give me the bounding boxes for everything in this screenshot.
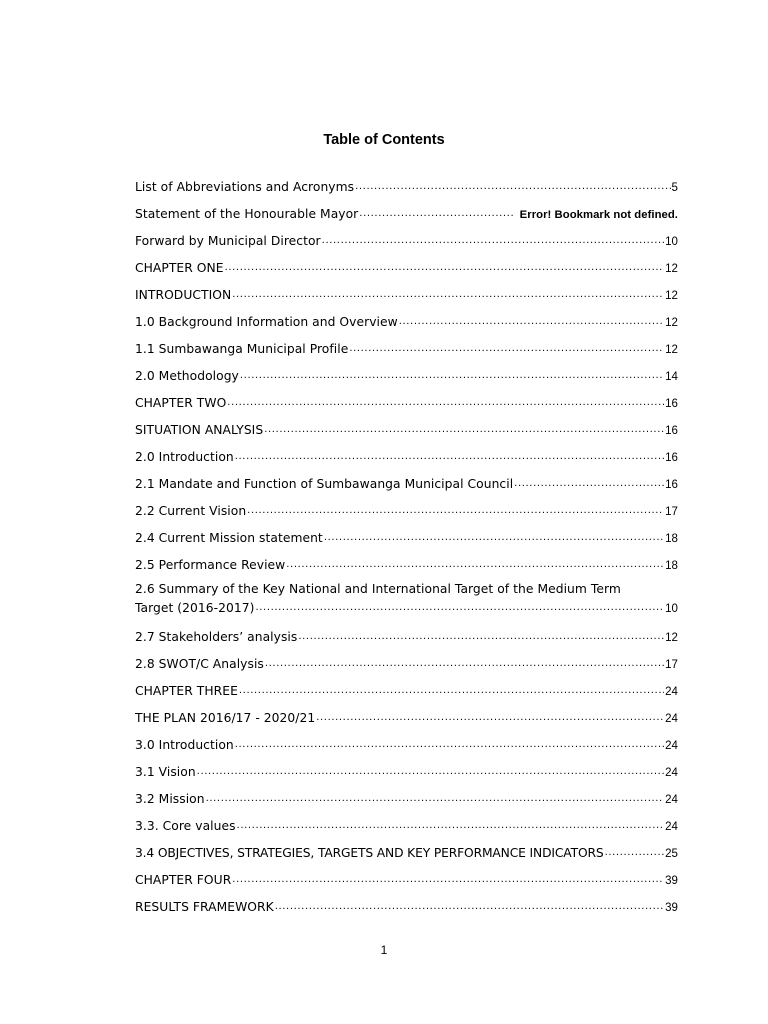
toc-entry-forward[interactable] (135, 222, 678, 249)
page-number: 1 (380, 943, 388, 957)
toc-entry-the-plan[interactable] (135, 699, 678, 726)
toc-entry-label: 3.2 Mission (135, 792, 205, 806)
toc-entry-introduction-3[interactable] (135, 726, 678, 753)
toc-entry-label: CHAPTER FOUR (135, 873, 232, 887)
dot-leader (275, 900, 664, 913)
toc-entry-page: 18 (665, 560, 678, 572)
dot-leader (227, 396, 664, 409)
toc-entry-page: 5 (671, 182, 678, 194)
toc-entry-mission[interactable] (135, 780, 678, 807)
toc-entry-chapter-three[interactable] (135, 672, 678, 699)
dot-leader (206, 792, 665, 805)
dot-leader (240, 369, 664, 382)
toc-entry-label: THE PLAN 2016/17 - 2020/21 (135, 711, 316, 725)
toc-entry-label: List of Abbreviations and Acronyms (135, 180, 355, 194)
dot-leader (316, 711, 664, 724)
dot-leader (298, 630, 664, 643)
toc-entry-page: 24 (665, 821, 678, 833)
toc-entry-swot[interactable] (135, 645, 678, 672)
dot-leader (197, 765, 664, 778)
toc-entry-page: 12 (665, 263, 678, 275)
dot-leader (235, 450, 664, 463)
toc-entry-page: 39 (665, 875, 678, 887)
dot-leader (324, 531, 664, 544)
toc-entry-page: 24 (665, 686, 678, 698)
toc-entry-introduction[interactable] (135, 276, 678, 303)
dot-leader (355, 180, 670, 193)
toc-entry-page: 10 (665, 603, 678, 615)
toc-entry-label: INTRODUCTION (135, 288, 232, 302)
toc-entry-label: 2.5 Performance Review (135, 558, 286, 572)
toc-entry-page: 24 (665, 794, 678, 806)
toc-entry-label: CHAPTER THREE (135, 684, 238, 698)
toc-entry-page: 24 (665, 767, 678, 779)
toc-entry-label: 2.8 SWOT/C Analysis (135, 657, 264, 671)
toc-entry-label: 2.1 Mandate and Function of Sumbawanga Municipal Council (135, 477, 514, 491)
toc-title: Table of Contents (323, 132, 445, 148)
toc-entry-label: 3.1 Vision (135, 765, 196, 779)
toc-entry-label: 1.0 Background Information and Overview (135, 315, 398, 329)
toc-entry-situation-analysis[interactable] (135, 411, 678, 438)
toc-entry-page: 16 (665, 398, 678, 410)
toc-entry-core-values[interactable] (135, 807, 678, 834)
toc-entry-page: 18 (665, 533, 678, 545)
toc-entry-chapter-one[interactable] (135, 249, 678, 276)
toc-entry-page: 24 (665, 740, 678, 752)
toc-entry-label: 1.1 Sumbawanga Municipal Profile (135, 342, 349, 356)
toc-entry-page: 12 (665, 344, 678, 356)
bookmark-error-text: Error! Bookmark not defined. (519, 209, 678, 221)
toc-entry-label: Statement of the Honourable Mayor (135, 207, 359, 221)
dot-leader (255, 601, 664, 614)
toc-entry-key-targets[interactable] (135, 573, 678, 618)
toc-entry-page: 17 (665, 506, 678, 518)
toc-entry-page: 10 (665, 236, 678, 248)
toc-entry-performance-review[interactable] (135, 546, 678, 573)
toc-entry-page: 12 (665, 290, 678, 302)
toc-entry-page: 17 (665, 659, 678, 671)
toc-entry-label: 2.0 Introduction (135, 450, 234, 464)
toc-entry-mayor-statement[interactable] (135, 195, 678, 222)
dot-leader (247, 504, 664, 517)
dot-leader (232, 873, 664, 886)
toc-entry-line2 (135, 598, 678, 616)
toc-entry-chapter-four[interactable] (135, 861, 678, 888)
toc-entry-label: 2.2 Current Vision (135, 504, 247, 518)
dot-leader (225, 261, 665, 274)
toc-entry-label: 3.0 Introduction (135, 738, 234, 752)
toc-entry-background[interactable] (135, 303, 678, 330)
table-of-contents (135, 168, 678, 915)
dot-leader (514, 477, 664, 490)
toc-entry-label: CHAPTER ONE (135, 261, 224, 275)
toc-entry-label: Forward by Municipal Director (135, 234, 321, 248)
toc-entry-municipal-profile[interactable] (135, 330, 678, 357)
toc-entry-page: 39 (665, 902, 678, 914)
toc-entry-introduction-2[interactable] (135, 438, 678, 465)
dot-leader (264, 423, 664, 436)
toc-entry-page: 24 (665, 713, 678, 725)
toc-entry-page: 25 (665, 848, 678, 860)
toc-entry-mandate[interactable] (135, 465, 678, 492)
toc-entry-label: 3.3. Core values (135, 819, 236, 833)
toc-entry-page: 16 (665, 425, 678, 437)
toc-entry-page: 14 (665, 371, 678, 383)
dot-leader (399, 315, 664, 328)
dot-leader (235, 738, 664, 751)
dot-leader (265, 657, 664, 670)
dot-leader (232, 288, 664, 301)
dot-leader (237, 819, 665, 832)
toc-entry-label-continued: Target (2016-2017) (135, 601, 255, 615)
dot-leader (349, 342, 664, 355)
toc-entry-label: 2.4 Current Mission statement (135, 531, 323, 545)
toc-entry-label: RESULTS FRAMEWORK (135, 900, 274, 914)
toc-entry-label: 2.0 Methodology (135, 369, 239, 383)
toc-entry-label: 2.6 Summary of the Key National and International Target of the Medium Term (135, 582, 621, 596)
toc-entry-mission-statement[interactable] (135, 519, 678, 546)
dot-leader (322, 234, 664, 247)
toc-entry-page: 16 (665, 452, 678, 464)
toc-entry-stakeholders[interactable] (135, 618, 678, 645)
toc-entry-current-vision[interactable] (135, 492, 678, 519)
dot-leader (286, 558, 664, 571)
toc-entry-vision[interactable] (135, 753, 678, 780)
toc-entry-objectives[interactable] (135, 834, 678, 861)
toc-entry-results-framework[interactable] (135, 888, 678, 915)
dot-leader (605, 846, 665, 859)
toc-entry-page: 12 (665, 317, 678, 329)
toc-entry-label: SITUATION ANALYSIS (135, 423, 264, 437)
toc-entry-label: CHAPTER TWO (135, 396, 227, 410)
toc-entry-label: 3.4 OBJECTIVES, STRATEGIES, TARGETS AND KEY PERFORMANCE INDICATORS (135, 846, 604, 860)
toc-entry-chapter-two[interactable] (135, 384, 678, 411)
toc-entry-page: 12 (665, 632, 678, 644)
dot-leader (359, 207, 514, 220)
toc-entry-page: 16 (665, 479, 678, 491)
toc-entry-label: 2.7 Stakeholders’ analysis (135, 630, 298, 644)
dot-leader (239, 684, 664, 697)
toc-entry-abbreviations[interactable] (135, 168, 678, 195)
toc-entry-methodology[interactable] (135, 357, 678, 384)
